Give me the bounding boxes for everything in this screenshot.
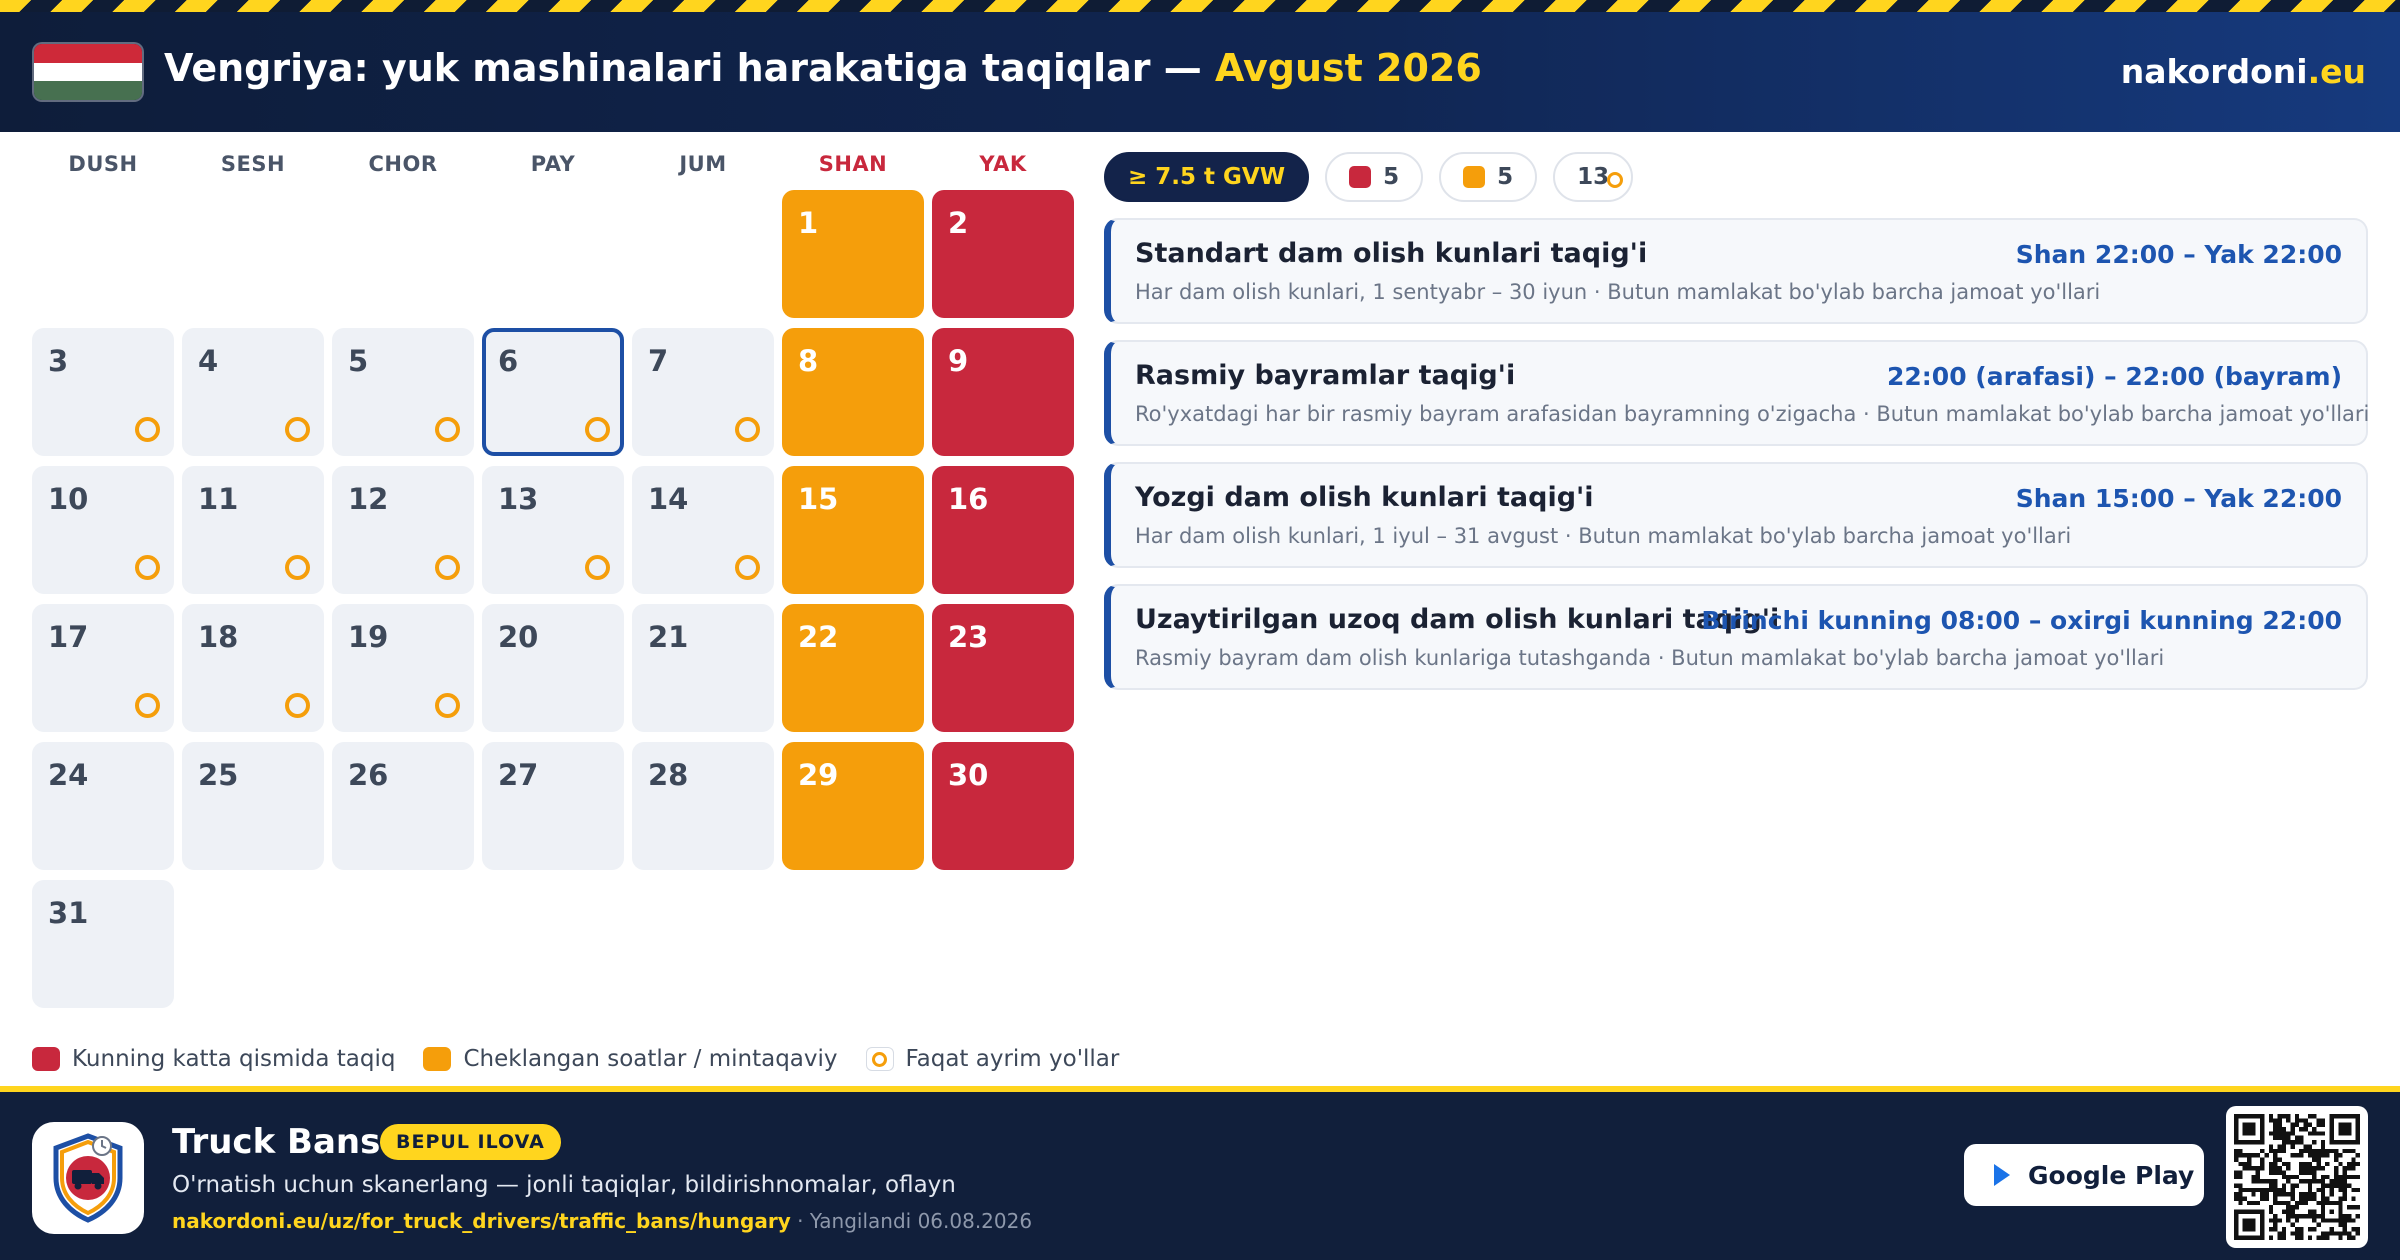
calendar-day-20[interactable] (482, 604, 624, 732)
calendar-day-18[interactable] (182, 604, 324, 732)
updated-date: Yangilandi 06.08.2026 (809, 1209, 1033, 1233)
rule-time: 22:00 (arafasi) – 22:00 (bayram) (1887, 362, 2342, 391)
day-number: 5 (348, 344, 369, 378)
day-number: 6 (498, 344, 519, 378)
legend-label-full-ban: Kunning katta qismida taqiq (72, 1046, 396, 1072)
rule-title: Yozgi dam olish kunlari taqig'i (1135, 482, 1594, 513)
day-number: 3 (48, 344, 69, 378)
rule-time: Shan 22:00 – Yak 22:00 (2015, 240, 2342, 269)
partial-road-ring-icon (585, 555, 610, 580)
day-number: 9 (948, 344, 969, 378)
truck-shield-clock-icon[interactable] (32, 1122, 144, 1234)
rule-card-summer-weekend[interactable] (1104, 462, 2368, 568)
page-title (164, 46, 1482, 90)
calendar-day-23[interactable] (932, 604, 1074, 732)
brand-name: nakordoni (2120, 52, 2308, 91)
flag-stripe-white (34, 63, 142, 82)
rule-description: Rasmiy bayram dam olish kunlariga tutashganda · Butun mamlakat bo'ylab barcha jamoat yo'llari (1135, 646, 2165, 670)
legend (32, 1044, 1147, 1074)
ring-swatch-icon (866, 1047, 894, 1071)
calendar-day-3[interactable] (32, 328, 174, 456)
calendar-day-14[interactable] (632, 466, 774, 594)
partial-road-ring-icon (285, 555, 310, 580)
rule-title: Standart dam olish kunlari taqig'i (1135, 238, 1648, 269)
brand-logo[interactable] (2121, 52, 2366, 91)
filter-chips (1104, 152, 1649, 202)
limited-ban-count: 5 (1497, 164, 1514, 190)
vehicle-weight-label: ≥ 7.5 t GVW (1128, 164, 1286, 190)
day-number: 28 (648, 758, 689, 792)
calendar-day-22[interactable] (782, 604, 924, 732)
calendar-day-24[interactable] (32, 742, 174, 870)
day-number: 23 (948, 620, 989, 654)
rule-time: Shan 15:00 – Yak 22:00 (2015, 484, 2342, 513)
day-number: 11 (198, 482, 239, 516)
day-number: 18 (198, 620, 239, 654)
qr-code-icon[interactable] (2226, 1106, 2368, 1248)
ban-rules-list (1104, 218, 2368, 706)
hazard-stripe (0, 0, 2400, 12)
header-bar (0, 12, 2400, 132)
day-number: 29 (798, 758, 839, 792)
legend-item-limited (423, 1046, 837, 1072)
flag-stripe-red (34, 44, 142, 63)
calendar-day-1[interactable] (782, 190, 924, 318)
day-number: 4 (198, 344, 219, 378)
rule-title: Uzaytirilgan uzoq dam olish kunlari taqig'i (1135, 604, 1780, 635)
app-tagline: O'rnatish uchun skanerlang — jonli taqiqlar, bildirishnomalar, oflayn (172, 1172, 956, 1198)
rule-card-extended-weekend[interactable] (1104, 584, 2368, 690)
calendar-day-21[interactable] (632, 604, 774, 732)
red-swatch-icon (32, 1047, 60, 1071)
day-number: 14 (648, 482, 689, 516)
weekday-wed: CHOR (368, 152, 438, 176)
calendar-day-7[interactable] (632, 328, 774, 456)
rule-title: Rasmiy bayramlar taqig'i (1135, 360, 1516, 391)
app-promo-footer (0, 1092, 2400, 1260)
partial-road-ring-icon (735, 555, 760, 580)
calendar-day-25[interactable] (182, 742, 324, 870)
weekday-tue: SESH (220, 152, 286, 176)
full-ban-count: 5 (1383, 164, 1400, 190)
weekday-thu: PAY (530, 152, 576, 176)
partial-road-ring-icon (285, 693, 310, 718)
day-number: 15 (798, 482, 839, 516)
partial-road-ring-icon (435, 555, 460, 580)
full-ban-count-chip[interactable] (1325, 152, 1423, 202)
day-number: 26 (348, 758, 389, 792)
day-number: 31 (48, 896, 89, 930)
weekday-sat: SHAN (818, 152, 888, 176)
day-number: 2 (948, 206, 969, 240)
legend-label-roads-only: Faqat ayrim yo'llar (905, 1046, 1120, 1072)
partial-road-ring-icon (285, 417, 310, 442)
partial-road-count: 13 (1577, 164, 1610, 190)
calendar-day-26[interactable] (332, 742, 474, 870)
calendar-day-19[interactable] (332, 604, 474, 732)
limited-ban-count-chip[interactable] (1439, 152, 1537, 202)
rule-description: Har dam olish kunlari, 1 sentyabr – 30 iyun · Butun mamlakat bo'ylab barcha jamoat yo'llari (1135, 280, 2101, 304)
day-number: 24 (48, 758, 89, 792)
day-number: 7 (648, 344, 669, 378)
free-app-badge: BEPUL ILOVA (380, 1124, 561, 1160)
day-number: 27 (498, 758, 539, 792)
weekday-mon: DUSH (68, 152, 138, 176)
partial-road-count-chip[interactable] (1553, 152, 1633, 202)
footer-meta (172, 1209, 1032, 1233)
partial-road-ring-icon (585, 417, 610, 442)
day-number: 21 (648, 620, 689, 654)
calendar-day-13[interactable] (482, 466, 624, 594)
day-number: 17 (48, 620, 89, 654)
day-number: 19 (348, 620, 389, 654)
red-square-icon (1349, 166, 1371, 188)
day-number: 25 (198, 758, 239, 792)
calendar-day-9[interactable] (932, 328, 1074, 456)
rule-description: Ro'yxatdagi har bir rasmiy bayram arafasidan bayramning o'zigacha · Butun mamlakat bo'ylab barcha jamoat yo'llari (1135, 402, 2370, 426)
day-number: 10 (48, 482, 89, 516)
day-number: 30 (948, 758, 989, 792)
legend-item-roads-only (866, 1046, 1120, 1072)
calendar-day-2[interactable] (932, 190, 1074, 318)
partial-road-ring-icon (435, 417, 460, 442)
partial-road-ring-icon (135, 417, 160, 442)
calendar-day-15[interactable] (782, 466, 924, 594)
rule-card-standard-weekend[interactable] (1104, 218, 2368, 324)
rule-description: Har dam olish kunlari, 1 iyul – 31 avgust · Butun mamlakat bo'ylab barcha jamoat yo'llari (1135, 524, 2072, 548)
title-period: Avgust 2026 (1214, 46, 1482, 90)
rule-card-public-holidays[interactable] (1104, 340, 2368, 446)
weekday-sun: YAK (979, 152, 1027, 176)
source-link[interactable]: nakordoni.eu/uz/for_truck_drivers/traffic_bans/hungary (172, 1209, 791, 1233)
day-number: 22 (798, 620, 839, 654)
day-number: 8 (798, 344, 819, 378)
weekday-fri: JUM (679, 152, 727, 176)
calendar-day-8[interactable] (782, 328, 924, 456)
day-number: 20 (498, 620, 539, 654)
calendar-day-27[interactable] (482, 742, 624, 870)
brand-tld: .eu (2307, 52, 2366, 91)
day-number: 13 (498, 482, 539, 516)
partial-road-ring-icon (135, 693, 160, 718)
calendar-day-29[interactable] (782, 742, 924, 870)
app-name: Truck Bans (172, 1122, 381, 1162)
calendar-day-28[interactable] (632, 742, 774, 870)
day-number: 12 (348, 482, 389, 516)
calendar-day-5[interactable] (332, 328, 474, 456)
calendar-day-16[interactable] (932, 466, 1074, 594)
meta-separator: · (790, 1209, 810, 1233)
google-play-label: Google Play (2028, 1160, 2195, 1190)
calendar-day-30[interactable] (932, 742, 1074, 870)
rule-time: Birinchi kunning 08:00 – oxirgi kunning 22:00 (1701, 606, 2342, 635)
calendar-day-11[interactable] (182, 466, 324, 594)
orange-square-icon (1463, 166, 1485, 188)
calendar-grid (32, 190, 1074, 1010)
legend-label-limited: Cheklangan soatlar / mintaqaviy (463, 1046, 838, 1072)
calendar-day-4[interactable] (182, 328, 324, 456)
day-number: 1 (798, 206, 819, 240)
calendar-day-31[interactable] (32, 880, 174, 1008)
partial-road-ring-icon (435, 693, 460, 718)
hungary-flag-icon (34, 44, 142, 100)
partial-road-ring-icon (735, 417, 760, 442)
calendar-day-10[interactable] (32, 466, 174, 594)
orange-ring-icon (1607, 172, 1623, 188)
title-main: Vengriya: yuk mashinalari harakatiga taqiqlar — (164, 46, 1215, 90)
partial-road-ring-icon (135, 555, 160, 580)
google-play-button[interactable] (1964, 1144, 2204, 1206)
orange-swatch-icon (423, 1047, 451, 1071)
play-triangle-icon (1994, 1164, 2010, 1186)
flag-stripe-green (34, 81, 142, 100)
calendar-day-6[interactable] (482, 328, 624, 456)
vehicle-weight-chip[interactable] (1104, 152, 1309, 202)
calendar-day-17[interactable] (32, 604, 174, 732)
day-number: 16 (948, 482, 989, 516)
legend-item-full-ban (32, 1046, 395, 1072)
calendar-day-12[interactable] (332, 466, 474, 594)
weekday-header-row (32, 152, 1074, 184)
